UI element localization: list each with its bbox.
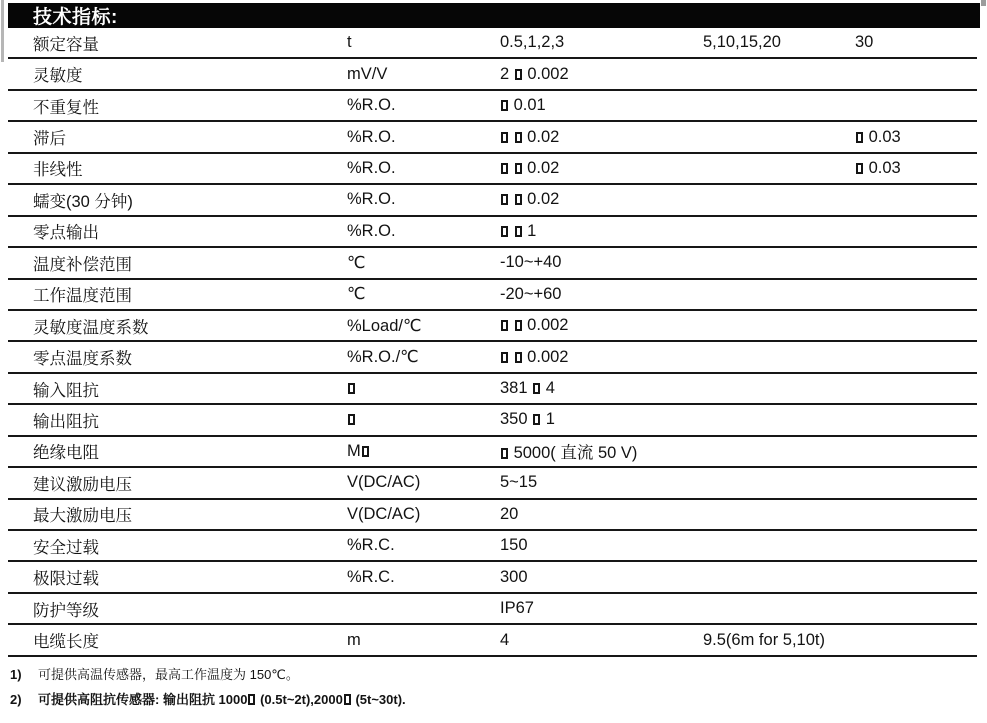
tofu-glyph	[501, 320, 508, 331]
spec-value: 150	[500, 536, 528, 555]
tofu-glyph	[344, 694, 351, 705]
tofu-glyph	[533, 414, 540, 425]
tofu-glyph	[248, 694, 255, 705]
spec-row	[8, 437, 977, 468]
spec-row	[8, 59, 977, 90]
spec-value: 5~15	[500, 473, 538, 492]
spec-row	[8, 28, 977, 59]
spec-unit: %R.C.	[347, 536, 395, 555]
tofu-glyph	[515, 320, 522, 331]
spec-parameter-label: 灵敏度温度系数	[33, 318, 149, 337]
tofu-glyph	[348, 414, 355, 425]
spec-parameter-label: 绝缘电阻	[33, 444, 99, 463]
spec-value-3: 30	[855, 33, 874, 52]
spec-unit: ℃	[347, 253, 366, 272]
footnote-2-text: 可提供高阻抗传感器: 输出阻抗 1000 (0.5t~2t),2000 (5t~30t).	[38, 692, 406, 707]
spec-parameter-label: 蠕变(30 分钟)	[33, 192, 133, 211]
spec-unit: %R.O.	[347, 96, 396, 115]
tofu-glyph	[501, 163, 508, 174]
spec-row	[8, 217, 977, 248]
spec-value: 1	[500, 222, 703, 241]
spec-value: 4	[500, 630, 510, 649]
scan-artifact-top-right	[981, 0, 986, 6]
spec-value: -20~+60	[500, 284, 562, 303]
spec-row	[8, 500, 977, 531]
spec-parameter-label: 极限过载	[33, 570, 99, 589]
spec-unit: mV/V	[347, 64, 388, 83]
tofu-glyph	[533, 383, 540, 394]
spec-value: 350 1	[500, 410, 555, 429]
spec-row	[8, 311, 977, 342]
spec-unit: m	[347, 630, 361, 649]
spec-row	[8, 594, 977, 625]
tofu-glyph	[515, 194, 522, 205]
spec-unit	[347, 410, 500, 429]
spec-parameter-label: 额定容量	[33, 35, 99, 54]
footnote-2	[10, 691, 406, 708]
spec-unit: M	[347, 442, 500, 461]
spec-unit: %Load/℃	[347, 316, 422, 335]
spec-parameter-label: 不重复性	[33, 98, 99, 117]
spec-unit: %R.O./℃	[347, 348, 419, 367]
spec-unit: V(DC/AC)	[347, 473, 421, 492]
spec-value-3: 0.03	[855, 159, 977, 178]
spec-table	[8, 28, 977, 657]
tofu-glyph	[856, 163, 863, 174]
tofu-glyph	[501, 132, 508, 143]
spec-unit: %R.O.	[347, 158, 396, 177]
spec-row	[8, 154, 977, 185]
scan-artifact-left	[1, 0, 4, 62]
spec-row	[8, 405, 977, 436]
spec-value: IP67	[500, 599, 534, 618]
spec-value: 381 4	[500, 379, 555, 398]
spec-value: 0.5,1,2,3	[500, 33, 565, 52]
spec-row	[8, 562, 977, 593]
spec-value: 0.01	[500, 96, 703, 115]
footnotes	[10, 666, 406, 716]
spec-value-2: 5,10,15,20	[703, 33, 781, 52]
spec-value-3: 0.03	[855, 128, 977, 147]
tofu-glyph	[501, 194, 508, 205]
spec-value: -10~+40	[500, 253, 562, 272]
spec-unit: %R.O.	[347, 221, 396, 240]
tofu-glyph	[501, 100, 508, 111]
footnote-1-marker: 1)	[10, 667, 22, 682]
tofu-glyph	[515, 226, 522, 237]
spec-parameter-label: 滞后	[33, 130, 66, 149]
spec-row	[8, 185, 977, 216]
tofu-glyph	[515, 69, 522, 80]
spec-parameter-label: 电缆长度	[33, 633, 99, 652]
spec-parameter-label: 灵敏度	[33, 67, 83, 86]
spec-parameter-label: 最大激励电压	[33, 507, 132, 526]
spec-value: 0.02	[500, 159, 703, 178]
spec-unit: ℃	[347, 285, 366, 304]
spec-value: 300	[500, 567, 528, 586]
footnote-2-marker: 2)	[10, 692, 22, 707]
spec-row	[8, 248, 977, 279]
spec-parameter-label: 非线性	[33, 161, 83, 180]
spec-row	[8, 280, 977, 311]
section-title: 技术指标:	[33, 7, 118, 28]
spec-parameter-label: 输出阻抗	[33, 412, 99, 431]
spec-row	[8, 468, 977, 499]
spec-parameter-label: 安全过载	[33, 538, 99, 557]
spec-value: 0.02	[500, 128, 703, 147]
spec-unit: %R.O.	[347, 127, 396, 146]
tofu-glyph	[856, 132, 863, 143]
spec-parameter-label: 温度补偿范围	[33, 255, 132, 274]
tofu-glyph	[362, 446, 369, 457]
spec-row	[8, 342, 977, 373]
spec-value: 2 0.002	[500, 64, 569, 83]
spec-parameter-label: 零点输出	[33, 224, 99, 243]
spec-row	[8, 531, 977, 562]
section-title-bar	[8, 3, 980, 28]
spec-unit: t	[347, 33, 352, 52]
spec-value: 0.002	[500, 348, 703, 367]
tofu-glyph	[348, 383, 355, 394]
tofu-glyph	[501, 352, 508, 363]
spec-parameter-label: 零点温度系数	[33, 350, 132, 369]
spec-row	[8, 625, 977, 656]
spec-unit: V(DC/AC)	[347, 504, 421, 523]
spec-row	[8, 374, 977, 405]
tofu-glyph	[501, 448, 508, 459]
spec-value: 0.002	[500, 316, 703, 335]
footnote-1-text: 可提供高温传感器，最高工作温度为 150℃。	[38, 667, 299, 682]
spec-row	[8, 91, 977, 122]
spec-value: 0.02	[500, 190, 703, 209]
spec-value: 20	[500, 504, 519, 523]
tofu-glyph	[501, 226, 508, 237]
spec-row	[8, 122, 977, 153]
spec-unit: %R.O.	[347, 190, 396, 209]
spec-unit	[347, 379, 500, 398]
spec-parameter-label: 输入阻抗	[33, 381, 99, 400]
footnote-1	[10, 666, 406, 683]
spec-parameter-label: 建议激励电压	[33, 475, 132, 494]
spec-parameter-label: 工作温度范围	[33, 287, 132, 306]
tofu-glyph	[515, 132, 522, 143]
tofu-glyph	[515, 352, 522, 363]
spec-parameter-label: 防护等级	[33, 601, 99, 620]
spec-unit: %R.C.	[347, 567, 395, 586]
spec-value: 5000( 直流 50 V)	[500, 439, 703, 463]
spec-value-2: 9.5(6m for 5,10t)	[703, 630, 825, 649]
tofu-glyph	[515, 163, 522, 174]
